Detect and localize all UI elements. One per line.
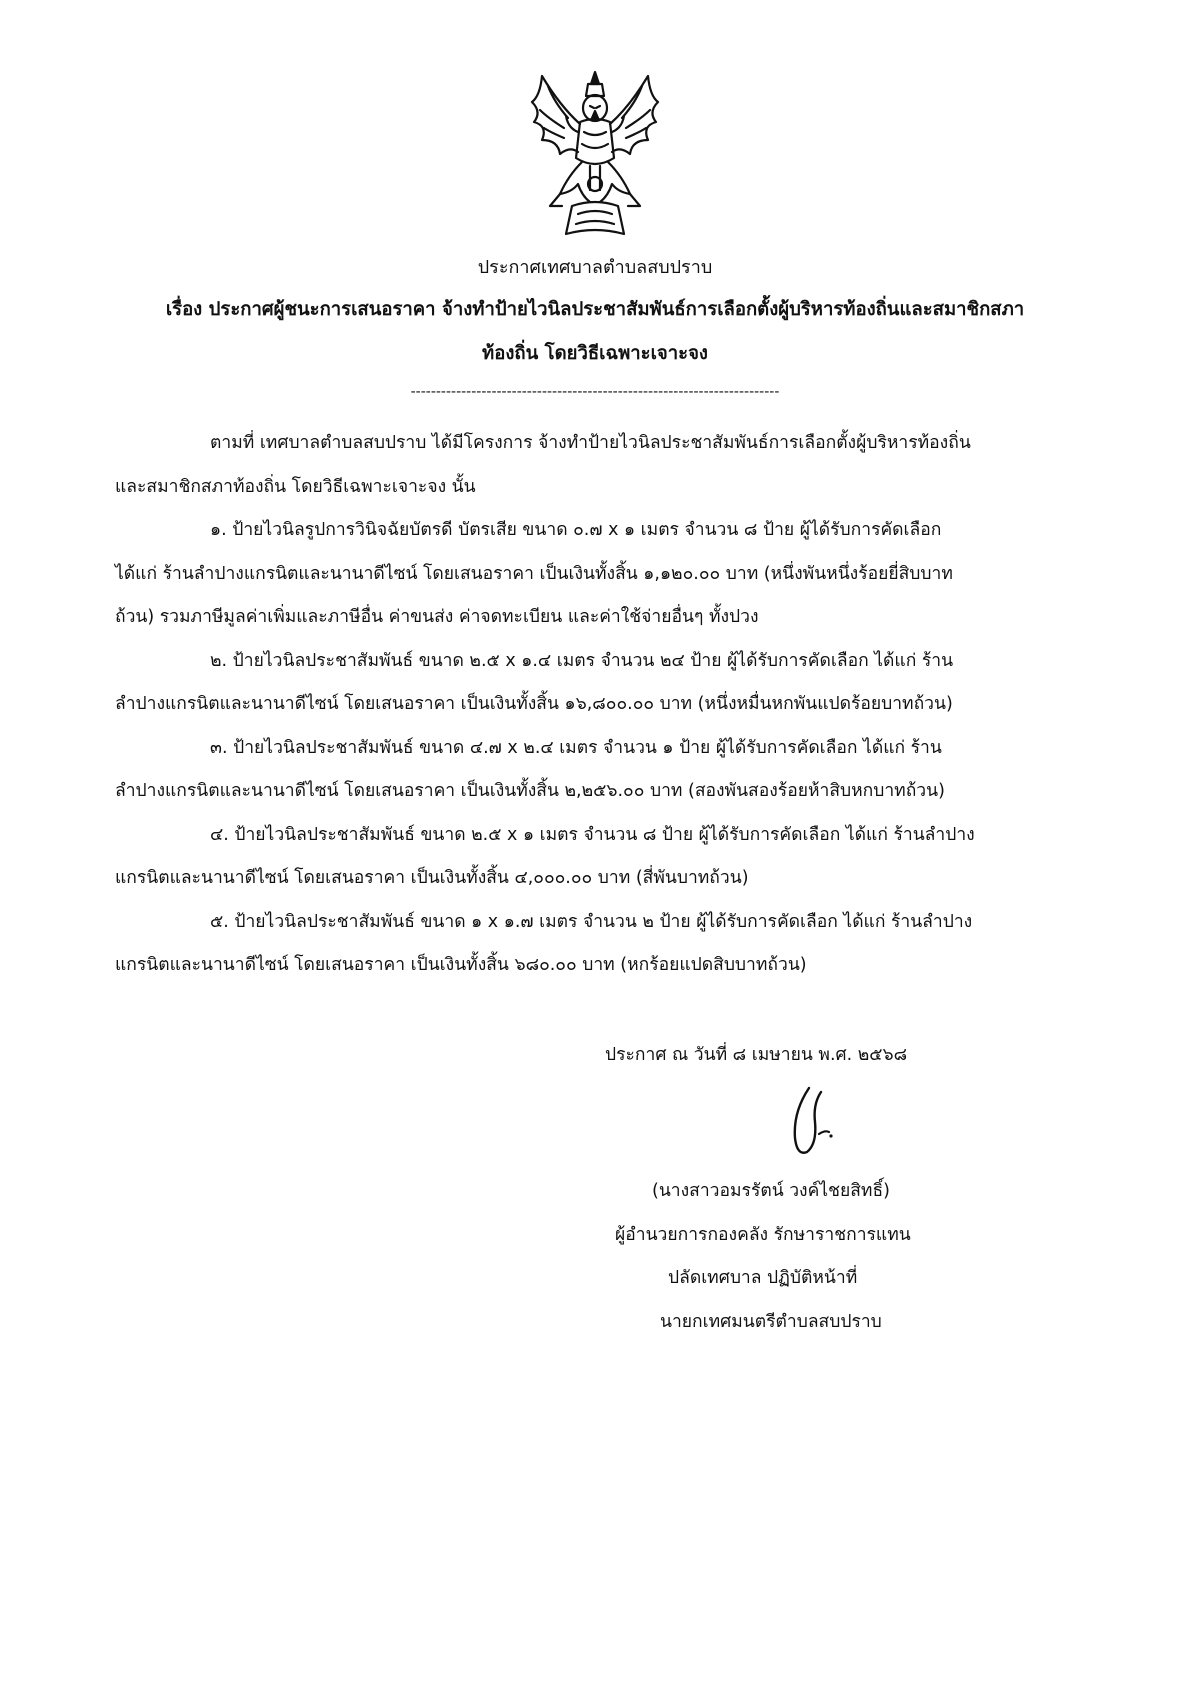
signer-name: (นางสาวอมรรัตน์ วงค์ไชยสิทธิ์)	[652, 1181, 890, 1201]
subject-line-1: เรื่อง ประกาศผู้ชนะการเสนอราคา จ้างทำป้ายไวนิลประชาสัมพันธ์การเลือกตั้งผู้บริหารท้องถิ่นและสมาชิกสภา	[165, 299, 1025, 320]
item-3-line-1: ๓. ป้ายไวนิลประชาสัมพันธ์ ขนาด ๔.๗ x ๒.๔ เมตร จำนวน ๑ ป้าย ผู้ได้รับการคัดเลือก ได้แก่ ร้าน	[210, 738, 942, 758]
intro-line-1: ตามที่ เทศบาลตำบลสบปราบ ได้มีโครงการ จ้างทำป้ายไวนิลประชาสัมพันธ์การเลือกตั้งผู้บริหารท้องถิ่น	[210, 433, 971, 453]
signer-title-2: ปลัดเทศบาล ปฏิบัติหน้าที่	[668, 1268, 858, 1288]
item-5-line-1: ๕. ป้ายไวนิลประชาสัมพันธ์ ขนาด ๑ x ๑.๗ เมตร จำนวน ๒ ป้าย ผู้ได้รับการคัดเลือก ได้แก่ ร้านลำปาง	[210, 912, 973, 932]
issuer-heading: ประกาศเทศบาลตำบลสบปราบ	[477, 257, 713, 278]
item-4-line-2: แกรนิตและนานาดีไซน์ โดยเสนอราคา เป็นเงินทั้งสิ้น ๔,๐๐๐.๐๐ บาท (สี่พันบาทถ้วน)	[115, 868, 749, 888]
item-5-line-2: แกรนิตและนานาดีไซน์ โดยเสนอราคา เป็นเงินทั้งสิ้น ๖๘๐.๐๐ บาท (หกร้อยแปดสิบบาทถ้วน)	[115, 955, 807, 975]
item-1-line-3: ถ้วน) รวมภาษีมูลค่าเพิ่มและภาษีอื่น ค่าขนส่ง ค่าจดทะเบียน และค่าใช้จ่ายอื่นๆ ทั้งปวง	[115, 607, 759, 627]
announcement-date: ประกาศ ณ วันที่ ๘ เมษายน พ.ศ. ๒๕๖๘	[605, 1045, 908, 1065]
garuda-emblem-icon	[520, 66, 670, 241]
item-4-line-1: ๔. ป้ายไวนิลประชาสัมพันธ์ ขนาด ๒.๕ x ๑ เมตร จำนวน ๘ ป้าย ผู้ได้รับการคัดเลือก ได้แก่ ร้านลำปาง	[210, 825, 975, 845]
item-2-line-1: ๒. ป้ายไวนิลประชาสัมพันธ์ ขนาด ๒.๕ x ๑.๔ เมตร จำนวน ๒๔ ป้าย ผู้ได้รับการคัดเลือก ได้แก่ ร้าน	[210, 651, 954, 671]
handwritten-signature	[775, 1082, 865, 1162]
divider-line: -------------------------------------------------------------------------	[410, 384, 780, 400]
signer-title-3: นายกเทศมนตรีตำบลสบปราบ	[660, 1312, 882, 1332]
intro-line-2: และสมาชิกสภาท้องถิ่น โดยวิธีเฉพาะเจาะจง นั้น	[115, 477, 476, 497]
subject-line-2: ท้องถิ่น โดยวิธีเฉพาะเจาะจง	[482, 343, 708, 364]
item-1-line-1: ๑. ป้ายไวนิลรูปการวินิจฉัยบัตรดี บัตรเสีย ขนาด ๐.๗ x ๑ เมตร จำนวน ๘ ป้าย ผู้ได้รับการคัดเลือก	[210, 520, 942, 540]
signer-title-1: ผู้อำนวยการกองคลัง รักษาราชการแทน	[615, 1225, 911, 1245]
item-1-line-2: ได้แก่ ร้านลำปางแกรนิตและนานาดีไซน์ โดยเสนอราคา เป็นเงินทั้งสิ้น ๑,๑๒๐.๐๐ บาท (หนึ่งพันหนึ่งร้อยยี่สิบบาท	[115, 564, 953, 584]
item-2-line-2: ลำปางแกรนิตและนานาดีไซน์ โดยเสนอราคา เป็นเงินทั้งสิ้น ๑๖,๘๐๐.๐๐ บาท (หนึ่งหมื่นหกพันแปดร้อยบาทถ้วน)	[115, 694, 953, 714]
item-3-line-2: ลำปางแกรนิตและนานาดีไซน์ โดยเสนอราคา เป็นเงินทั้งสิ้น ๒,๒๕๖.๐๐ บาท (สองพันสองร้อยห้าสิบหกบาทถ้วน)	[115, 781, 945, 801]
